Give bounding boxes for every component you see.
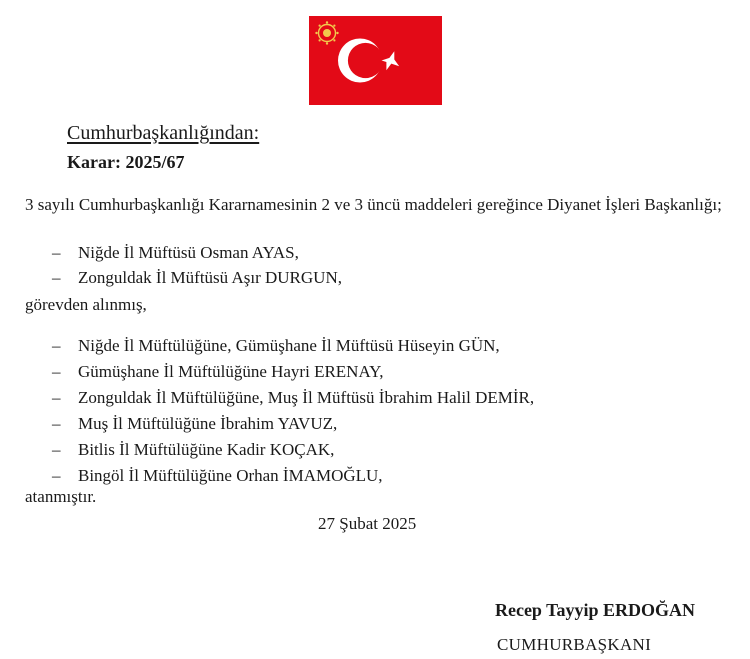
list-dash: – (52, 243, 61, 262)
list-item (52, 385, 534, 411)
list-dash: – (52, 268, 61, 287)
list-dash: – (52, 336, 61, 355)
list-dash: – (52, 466, 61, 485)
appointed-item: Zonguldak İl Müftülüğüne, Muş İl Müftüsü İbrahim Halil DEMİR, (78, 388, 535, 407)
appointed-item: Bingöl İl Müftülüğüne Orhan İMAMOĞLU, (78, 466, 383, 485)
signer-name: Recep Tayyip ERDOĞAN (494, 600, 695, 620)
list-item (52, 240, 342, 265)
list-dash: – (52, 414, 61, 433)
dismissed-list (52, 240, 342, 290)
dismissed-label: görevden alınmış, (25, 295, 147, 314)
intro-paragraph: 3 sayılı Cumhurbaşkanlığı Kararnamesinin 2 ve 3 üncü maddeleri gereğince Diyanet İşleri Başkanlığı; (25, 195, 722, 214)
decision-number: Karar: 2025/67 (67, 152, 185, 172)
appointed-item: Muş İl Müftülüğüne İbrahim YAVUZ, (78, 414, 338, 433)
decree-date: 27 Şubat 2025 (318, 514, 417, 533)
list-dash: – (52, 440, 61, 459)
list-dash: – (52, 388, 61, 407)
appointed-label: atanmıştır. (25, 487, 97, 506)
list-item (52, 411, 534, 437)
crescent-inner (348, 43, 383, 78)
list-dash: – (52, 362, 61, 381)
list-item (52, 463, 534, 489)
appointed-item: Gümüşhane İl Müftülüğüne Hayri ERENAY, (78, 362, 384, 381)
seal-sun (323, 29, 331, 37)
list-item (52, 333, 534, 359)
list-item (52, 359, 534, 385)
dismissed-item: Niğde İl Müftüsü Osman AYAS, (78, 243, 299, 262)
appointed-item: Niğde İl Müftülüğüne, Gümüşhane İl Müftüsü Hüseyin GÜN, (78, 336, 500, 355)
list-item (52, 265, 342, 290)
dismissed-item: Zonguldak İl Müftüsü Aşır DURGUN, (78, 268, 342, 287)
issuer-heading: Cumhurbaşkanlığından: (67, 122, 260, 144)
list-item (52, 437, 534, 463)
appointed-item: Bitlis İl Müftülüğüne Kadir KOÇAK, (78, 440, 335, 459)
appointed-list (52, 333, 534, 489)
turkish-flag-emblem (309, 16, 442, 105)
signer-title: CUMHURBAŞKANI (497, 635, 652, 654)
